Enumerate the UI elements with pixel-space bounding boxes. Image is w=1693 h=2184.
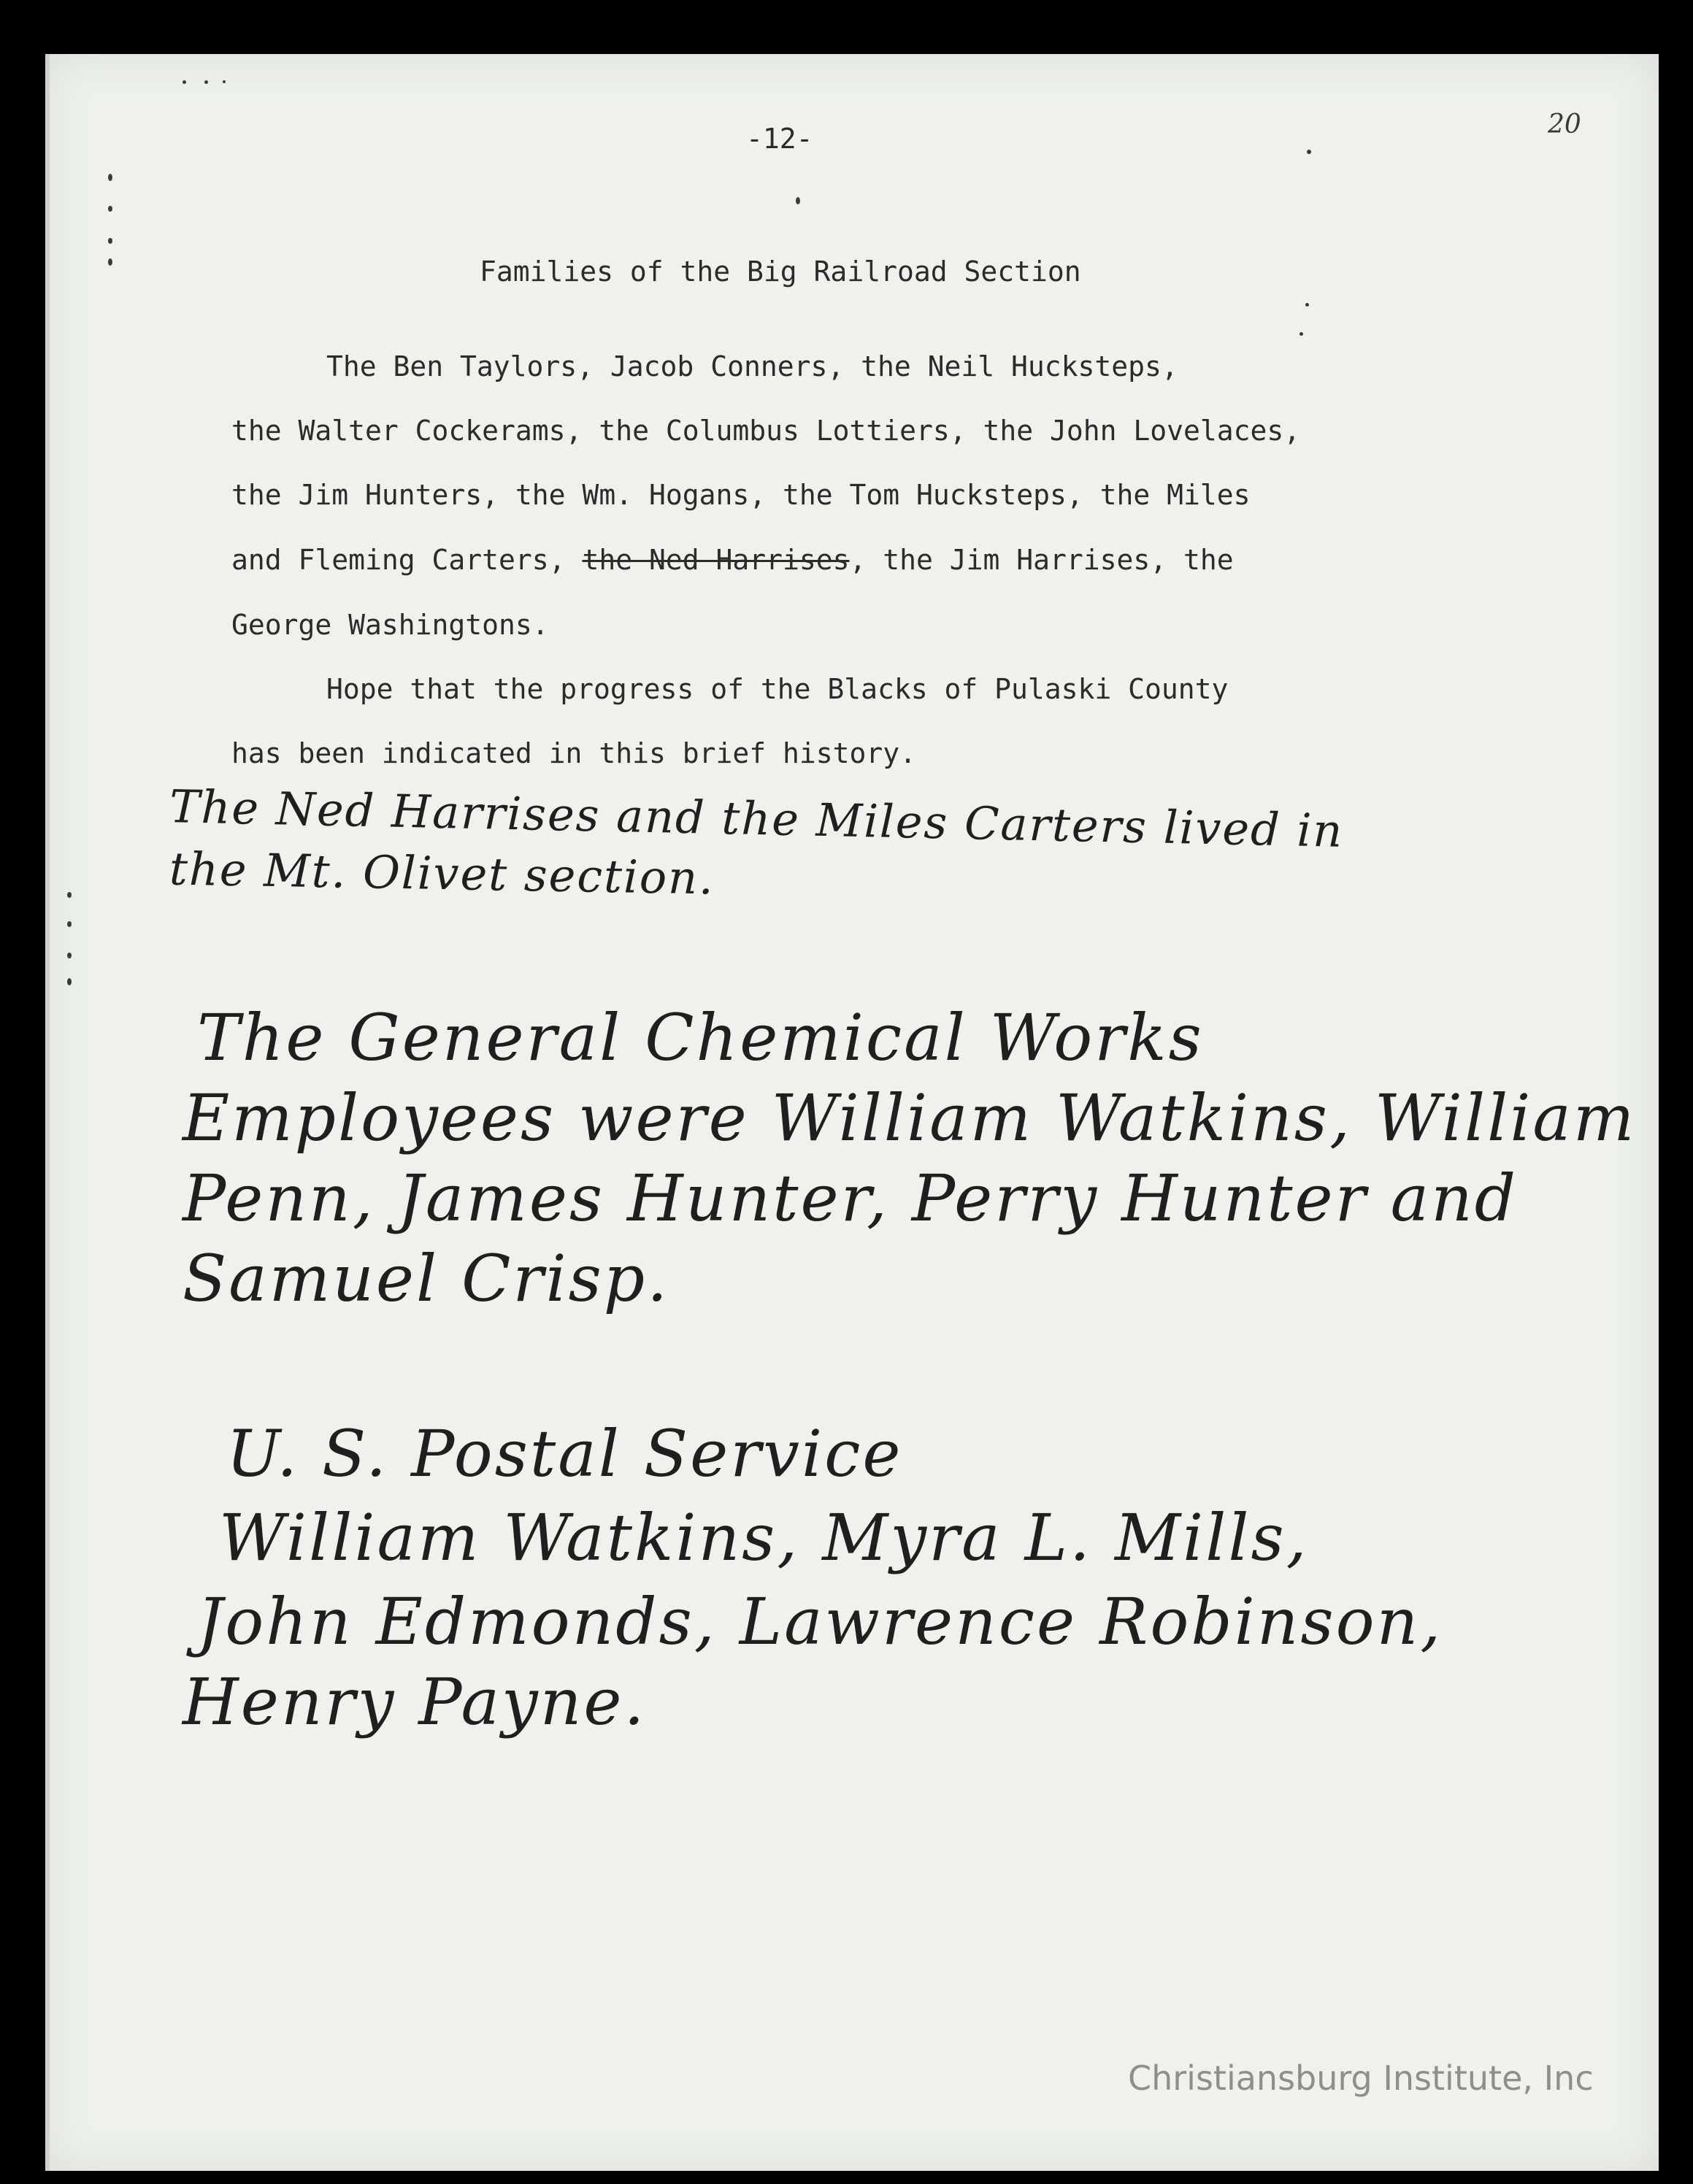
postal-service-line4: Henry Payne. [183,1664,647,1739]
chemical-works-line3: Penn, James Hunter, Perry Hunter and [183,1161,1519,1236]
page-edge [45,54,50,2171]
postal-service-line1: U. S. Postal Service [226,1416,903,1491]
page-number: -12- [746,123,813,155]
top-speck [204,80,208,84]
line4-prefix: and Fleming Carters, [231,544,583,576]
margin-speck [67,978,72,985]
postal-service-line2: William Watkins, Myra L. Mills, [219,1500,1309,1575]
paragraph1-line3: the Jim Hunters, the Wm. Hogans, the Tom Hucksteps, the Miles [231,479,1251,511]
postal-service-line3: John Edmonds, Lawrence Robinson, [197,1584,1443,1659]
handwritten-note-line2: the Mt. Olivet section. [169,842,715,905]
watermark: Christiansburg Institute, Inc [1128,2058,1594,2098]
paragraph1-line4 [231,544,1234,576]
paragraph1-line2: the Walter Cockerams, the Columbus Lottiers, the John Lovelaces, [231,415,1301,447]
paper-speck [1307,150,1311,154]
chemical-works-line1: The General Chemical Works [197,1000,1204,1075]
handwritten-note-line1: The Ned Harrises and the Miles Carters lived in [169,780,1345,858]
struck-text: the Ned Harrises [582,544,850,576]
top-speck [183,80,186,84]
paper-speck [796,197,800,204]
margin-speck [108,206,112,212]
section-title: Families of the Big Railroad Section [480,255,1081,288]
paragraph1-line1: The Ben Taylors, Jacob Conners, the Neil Hucksteps, [326,350,1178,382]
margin-speck [108,174,112,181]
paper-speck [1299,332,1303,336]
margin-speck [108,238,112,244]
margin-speck [108,258,112,266]
paragraph1-line5: George Washingtons. [231,609,549,641]
chemical-works-line2: Employees were William Watkins, William [183,1080,1637,1156]
margin-speck [67,921,72,927]
top-speck [223,80,226,83]
paper-speck [1305,303,1309,307]
chemical-works-line4: Samuel Crisp. [183,1241,670,1316]
paragraph2-line2: has been indicated in this brief history. [231,737,916,769]
corner-page-number: 20 [1548,109,1581,139]
paragraph2-line1: Hope that the progress of the Blacks of Pulaski County [326,673,1229,705]
line4-suffix: , the Jim Harrises, the [849,544,1234,576]
margin-speck [67,892,72,898]
margin-speck [67,953,72,958]
